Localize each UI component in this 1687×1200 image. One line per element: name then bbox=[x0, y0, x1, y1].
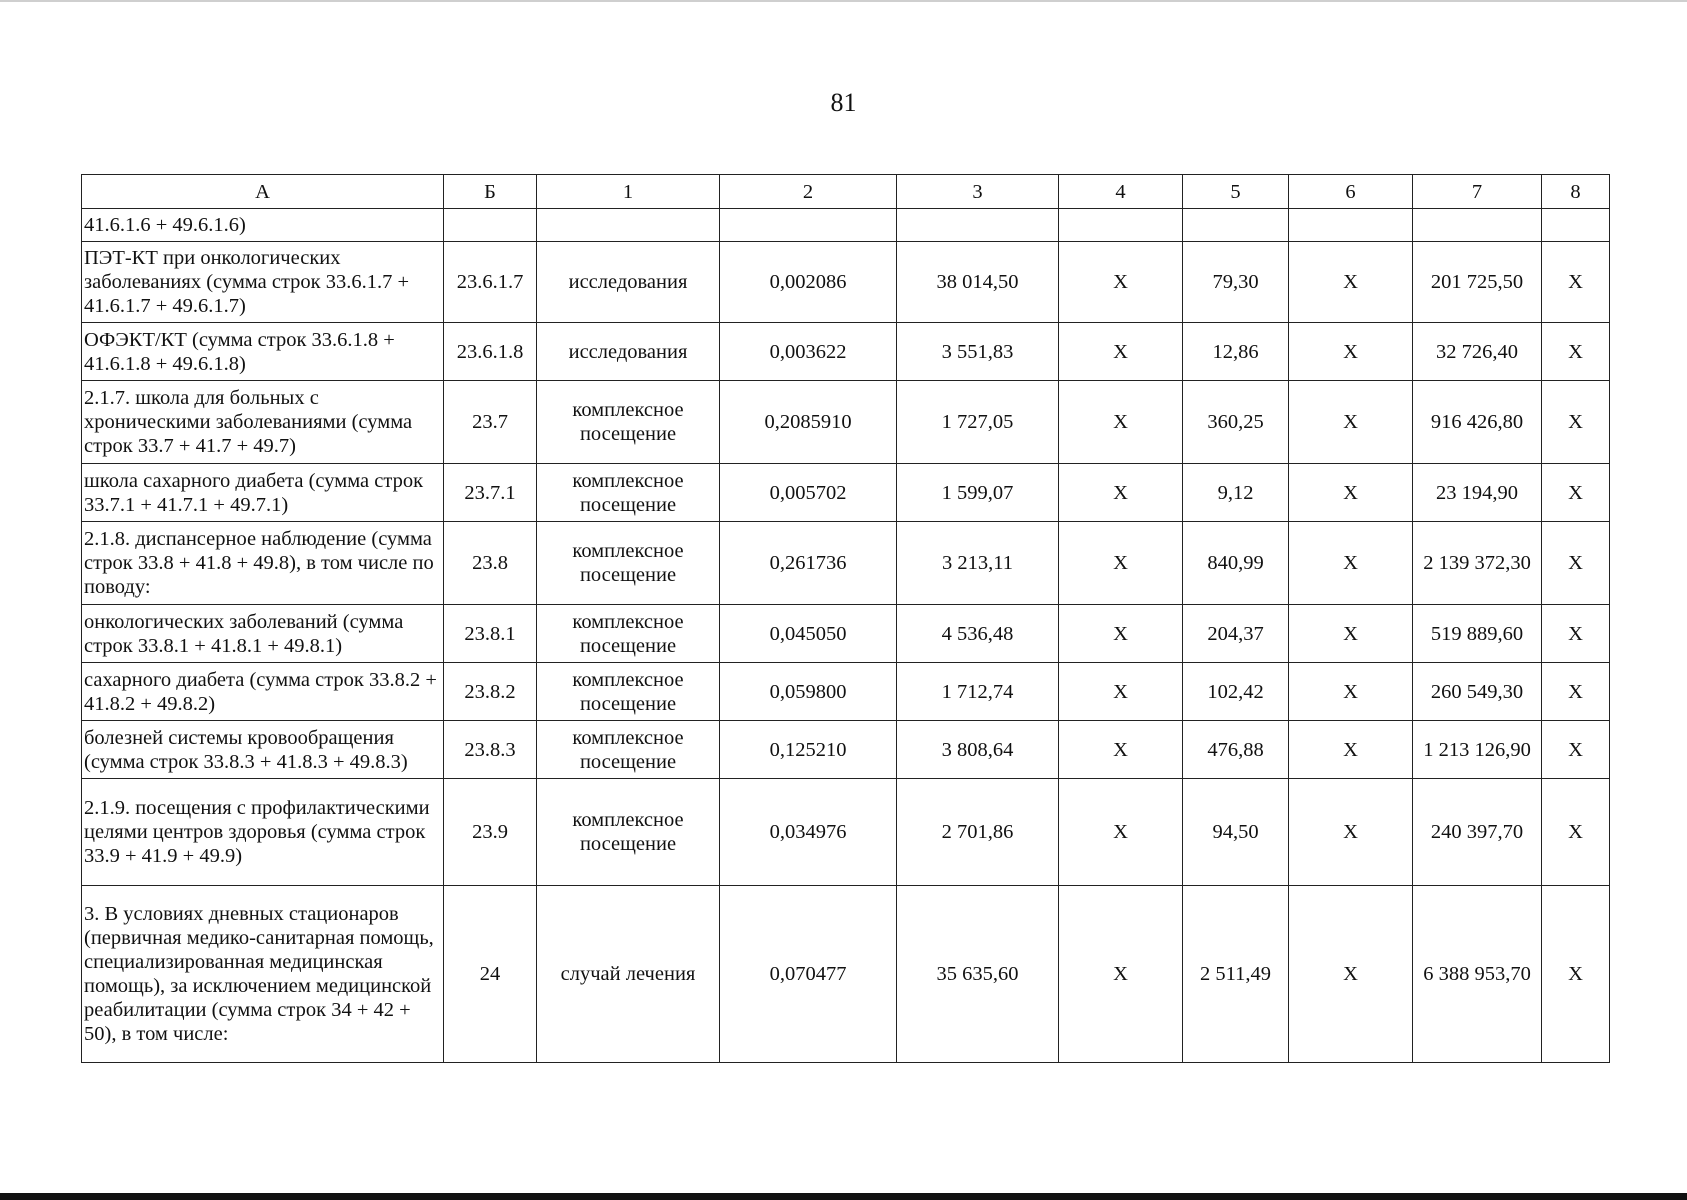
row-code-cell: 23.8.1 bbox=[444, 605, 537, 663]
row-col4-cell: Х bbox=[1059, 663, 1183, 721]
header-cell-3: 3 bbox=[897, 175, 1059, 209]
row-code-cell: 23.8.2 bbox=[444, 663, 537, 721]
header-cell-6: 6 bbox=[1289, 175, 1413, 209]
row-col6-cell: Х bbox=[1289, 721, 1413, 779]
row-col5-cell: 360,25 bbox=[1183, 381, 1289, 464]
row-col5-cell: 476,88 bbox=[1183, 721, 1289, 779]
row-col5-cell: 840,99 bbox=[1183, 522, 1289, 605]
row-col3-cell: 3 808,64 bbox=[897, 721, 1059, 779]
table-row bbox=[82, 663, 1610, 721]
row-col3-cell: 38 014,50 bbox=[897, 242, 1059, 323]
row-col8-cell: Х bbox=[1542, 605, 1610, 663]
row-col8-cell: Х bbox=[1542, 464, 1610, 522]
row-name-cell: 2.1.7. школа для больных с хроническими заболеваниями (сумма строк 33.7 + 41.7 + 49.7) bbox=[82, 381, 444, 464]
header-cell-5: 5 bbox=[1183, 175, 1289, 209]
row-col8-cell: Х bbox=[1542, 663, 1610, 721]
table-row bbox=[82, 886, 1610, 1063]
row-col8-cell: Х bbox=[1542, 323, 1610, 381]
row-col4-cell: Х bbox=[1059, 464, 1183, 522]
row-col3-cell: 3 213,11 bbox=[897, 522, 1059, 605]
row-col4-cell: Х bbox=[1059, 323, 1183, 381]
row-code-cell: 24 bbox=[444, 886, 537, 1063]
row-col3-cell: 1 712,74 bbox=[897, 663, 1059, 721]
row-col3-cell: 1 599,07 bbox=[897, 464, 1059, 522]
table-row bbox=[82, 209, 1610, 242]
row-col7-cell bbox=[1413, 209, 1542, 242]
row-name-cell: 41.6.1.6 + 49.6.1.6) bbox=[82, 209, 444, 242]
row-col2-cell: 0,045050 bbox=[720, 605, 897, 663]
row-col7-cell: 201 725,50 bbox=[1413, 242, 1542, 323]
row-code-cell: 23.6.1.7 bbox=[444, 242, 537, 323]
row-col6-cell: Х bbox=[1289, 323, 1413, 381]
row-col6-cell: Х bbox=[1289, 522, 1413, 605]
row-name-cell: 2.1.9. посещения с профилактическими целями центров здоровья (сумма строк 33.9 + 41.9 + 49.9) bbox=[82, 779, 444, 886]
row-col4-cell: Х bbox=[1059, 605, 1183, 663]
row-col3-cell: 4 536,48 bbox=[897, 605, 1059, 663]
table-row bbox=[82, 381, 1610, 464]
row-col2-cell bbox=[720, 209, 897, 242]
row-code-cell: 23.7.1 bbox=[444, 464, 537, 522]
table-row bbox=[82, 605, 1610, 663]
row-col6-cell: Х bbox=[1289, 242, 1413, 323]
header-cell-2: 2 bbox=[720, 175, 897, 209]
row-col7-cell: 23 194,90 bbox=[1413, 464, 1542, 522]
table-row bbox=[82, 721, 1610, 779]
row-name-cell: ПЭТ-КТ при онкологических заболеваниях (сумма строк 33.6.1.7 + 41.6.1.7 + 49.6.1.7) bbox=[82, 242, 444, 323]
row-col7-cell: 240 397,70 bbox=[1413, 779, 1542, 886]
row-unit-cell: комплексное посещение bbox=[537, 721, 720, 779]
row-col6-cell: Х bbox=[1289, 381, 1413, 464]
data-table bbox=[81, 174, 1610, 1063]
table-row bbox=[82, 323, 1610, 381]
row-col6-cell: Х bbox=[1289, 605, 1413, 663]
header-cell-4: 4 bbox=[1059, 175, 1183, 209]
row-unit-cell: комплексное посещение bbox=[537, 779, 720, 886]
row-col4-cell: Х bbox=[1059, 721, 1183, 779]
row-col8-cell: Х bbox=[1542, 779, 1610, 886]
row-col6-cell: Х bbox=[1289, 464, 1413, 522]
row-col8-cell: Х bbox=[1542, 522, 1610, 605]
row-col2-cell: 0,002086 bbox=[720, 242, 897, 323]
row-col4-cell: Х bbox=[1059, 242, 1183, 323]
row-code-cell: 23.9 bbox=[444, 779, 537, 886]
row-col7-cell: 519 889,60 bbox=[1413, 605, 1542, 663]
row-col3-cell bbox=[897, 209, 1059, 242]
page-number: 81 bbox=[830, 88, 857, 117]
row-col5-cell: 2 511,49 bbox=[1183, 886, 1289, 1063]
row-col8-cell: Х bbox=[1542, 381, 1610, 464]
table-row bbox=[82, 779, 1610, 886]
row-col7-cell: 1 213 126,90 bbox=[1413, 721, 1542, 779]
row-code-cell: 23.8.3 bbox=[444, 721, 537, 779]
row-col4-cell: Х bbox=[1059, 522, 1183, 605]
row-col4-cell bbox=[1059, 209, 1183, 242]
scan-top-edge bbox=[0, 0, 1687, 2]
row-name-cell: сахарного диабета (сумма строк 33.8.2 + 41.8.2 + 49.8.2) bbox=[82, 663, 444, 721]
row-col8-cell: Х bbox=[1542, 242, 1610, 323]
row-col7-cell: 916 426,80 bbox=[1413, 381, 1542, 464]
table-row bbox=[82, 464, 1610, 522]
row-col2-cell: 0,261736 bbox=[720, 522, 897, 605]
row-col7-cell: 6 388 953,70 bbox=[1413, 886, 1542, 1063]
row-name-cell: болезней системы кровообращения (сумма строк 33.8.3 + 41.8.3 + 49.8.3) bbox=[82, 721, 444, 779]
header-cell-1: 1 bbox=[537, 175, 720, 209]
header-cell-7: 7 bbox=[1413, 175, 1542, 209]
header-cell-a: А bbox=[82, 175, 444, 209]
row-col3-cell: 1 727,05 bbox=[897, 381, 1059, 464]
row-col4-cell: Х bbox=[1059, 886, 1183, 1063]
row-code-cell bbox=[444, 209, 537, 242]
row-name-cell: 2.1.8. диспансерное наблюдение (сумма строк 33.8 + 41.8 + 49.8), в том числе по поводу: bbox=[82, 522, 444, 605]
row-col5-cell bbox=[1183, 209, 1289, 242]
row-col5-cell: 12,86 bbox=[1183, 323, 1289, 381]
row-col4-cell: Х bbox=[1059, 381, 1183, 464]
row-name-cell: ОФЭКТ/КТ (сумма строк 33.6.1.8 + 41.6.1.8 + 49.6.1.8) bbox=[82, 323, 444, 381]
row-unit-cell: комплексное посещение bbox=[537, 522, 720, 605]
row-col5-cell: 9,12 bbox=[1183, 464, 1289, 522]
row-code-cell: 23.6.1.8 bbox=[444, 323, 537, 381]
row-col3-cell: 3 551,83 bbox=[897, 323, 1059, 381]
row-unit-cell: исследования bbox=[537, 323, 720, 381]
row-unit-cell: случай лечения bbox=[537, 886, 720, 1063]
row-col2-cell: 0,059800 bbox=[720, 663, 897, 721]
row-name-cell: школа сахарного диабета (сумма строк 33.7.1 + 41.7.1 + 49.7.1) bbox=[82, 464, 444, 522]
row-col8-cell: Х bbox=[1542, 886, 1610, 1063]
row-unit-cell: комплексное посещение bbox=[537, 605, 720, 663]
header-row bbox=[82, 175, 1610, 209]
table-row bbox=[82, 242, 1610, 323]
row-col7-cell: 32 726,40 bbox=[1413, 323, 1542, 381]
row-col6-cell: Х bbox=[1289, 886, 1413, 1063]
row-col8-cell bbox=[1542, 209, 1610, 242]
row-col2-cell: 0,070477 bbox=[720, 886, 897, 1063]
row-col5-cell: 204,37 bbox=[1183, 605, 1289, 663]
row-col2-cell: 0,034976 bbox=[720, 779, 897, 886]
row-name-cell: онкологических заболеваний (сумма строк 33.8.1 + 41.8.1 + 49.8.1) bbox=[82, 605, 444, 663]
row-col2-cell: 0,003622 bbox=[720, 323, 897, 381]
row-col5-cell: 94,50 bbox=[1183, 779, 1289, 886]
row-code-cell: 23.7 bbox=[444, 381, 537, 464]
scan-bottom-edge bbox=[0, 1193, 1687, 1200]
row-code-cell: 23.8 bbox=[444, 522, 537, 605]
row-unit-cell: комплексное посещение bbox=[537, 381, 720, 464]
row-col3-cell: 35 635,60 bbox=[897, 886, 1059, 1063]
row-col6-cell: Х bbox=[1289, 663, 1413, 721]
row-col2-cell: 0,005702 bbox=[720, 464, 897, 522]
row-name-cell: 3. В условиях дневных стационаров (первичная медико-санитарная помощь, специализированная медицинская помощь), за исключением медицинской реабилитации (сумма строк 34 + 42 + 50), в том числе: bbox=[82, 886, 444, 1063]
header-cell-8: 8 bbox=[1542, 175, 1610, 209]
row-unit-cell: комплексное посещение bbox=[537, 464, 720, 522]
row-col6-cell bbox=[1289, 209, 1413, 242]
table-row bbox=[82, 522, 1610, 605]
row-unit-cell: исследования bbox=[537, 242, 720, 323]
header-cell-b: Б bbox=[444, 175, 537, 209]
row-unit-cell: комплексное посещение bbox=[537, 663, 720, 721]
row-col8-cell: Х bbox=[1542, 721, 1610, 779]
row-col4-cell: Х bbox=[1059, 779, 1183, 886]
table-container bbox=[81, 174, 1609, 1063]
row-col5-cell: 79,30 bbox=[1183, 242, 1289, 323]
row-col6-cell: Х bbox=[1289, 779, 1413, 886]
row-col7-cell: 260 549,30 bbox=[1413, 663, 1542, 721]
row-col2-cell: 0,2085910 bbox=[720, 381, 897, 464]
row-col2-cell: 0,125210 bbox=[720, 721, 897, 779]
row-unit-cell bbox=[537, 209, 720, 242]
row-col5-cell: 102,42 bbox=[1183, 663, 1289, 721]
row-col3-cell: 2 701,86 bbox=[897, 779, 1059, 886]
row-col7-cell: 2 139 372,30 bbox=[1413, 522, 1542, 605]
